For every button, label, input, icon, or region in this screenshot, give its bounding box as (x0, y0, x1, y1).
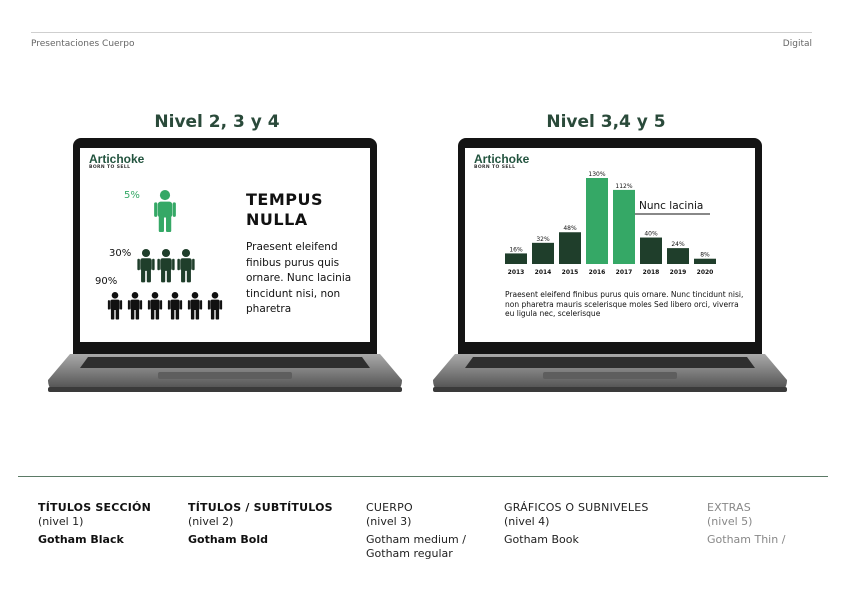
header-title: Presentaciones Cuerpo (31, 39, 135, 49)
person-icon (188, 292, 202, 320)
legend-font: Gotham Bold (188, 533, 268, 546)
brand-name: Artichoke (474, 152, 530, 166)
pct-top: 5% (124, 190, 140, 201)
brand-tagline: BORN TO SELL (474, 165, 516, 170)
people-pyramid-icon (80, 148, 240, 342)
legend-level: (nivel 4) (504, 515, 550, 528)
x-tick-2015: 2015 (561, 269, 579, 276)
legend-title: TÍTULOS / SUBTÍTULOS (188, 501, 333, 514)
bar-chart (465, 168, 755, 283)
header-rule (31, 32, 812, 33)
bar-label-2020: 8% (700, 251, 710, 259)
legend-col-1 (38, 501, 151, 547)
bar-label-2014: 32% (536, 235, 550, 243)
bar-label-2018: 40% (644, 230, 658, 238)
person-icon (157, 249, 174, 282)
laptop-bezel (458, 138, 762, 354)
legend-title: TÍTULOS SECCIÓN (38, 501, 151, 514)
x-tick-2019: 2019 (669, 269, 687, 276)
bar-2016 (586, 178, 608, 264)
legend-level: (nivel 3) (366, 515, 412, 528)
slide-screen-left (80, 148, 370, 342)
x-tick-2016: 2016 (588, 269, 606, 276)
person-icon (148, 292, 162, 320)
bar-2015 (559, 232, 581, 264)
x-tick-2018: 2018 (642, 269, 660, 276)
person-icon (128, 292, 142, 320)
brand-tagline: BORN TO SELL (89, 165, 131, 170)
callout-label: Nunc lacinia (639, 200, 704, 212)
bar-label-2017: 112% (615, 182, 633, 190)
legend-col-5 (707, 501, 785, 547)
bar-2017 (613, 190, 635, 264)
bar-2018 (640, 238, 662, 264)
legend-col-2 (188, 501, 333, 547)
legend-font: Gotham Black (38, 533, 124, 546)
person-icon (177, 249, 194, 282)
bar-2019 (667, 248, 689, 264)
laptop-bezel (73, 138, 377, 354)
bar-2020 (694, 259, 716, 264)
header-label: Digital (782, 39, 812, 49)
legend-col-3 (366, 501, 484, 561)
x-tick-2020: 2020 (696, 269, 714, 276)
person-icon (208, 292, 222, 320)
person-icon (168, 292, 182, 320)
bar-2013 (505, 253, 527, 264)
legend-font: Gotham Book (504, 533, 579, 546)
section-title-left: Nivel 2, 3 y 4 (154, 112, 280, 132)
bar-label-2019: 24% (671, 241, 685, 249)
legend-level: (nivel 2) (188, 515, 234, 528)
pct-mid: 30% (109, 248, 132, 259)
bar-2014 (532, 243, 554, 264)
legend-title: GRÁFICOS O SUBNIVELES (504, 501, 649, 514)
legend-level: (nivel 5) (707, 515, 753, 528)
section-title-right: Nivel 3,4 y 5 (546, 112, 666, 132)
brand-name: Artichoke (89, 152, 145, 166)
slide-caption: Praesent eleifend finibus purus quis ornare. Nunc tincidunt nisi, non pharetra mauris scelerisque moles Sed libero orci, viverra eu ligula nec, scelerisque (505, 290, 744, 318)
x-tick-2017: 2017 (615, 269, 633, 276)
x-tick-2013: 2013 (507, 269, 525, 276)
legend-font: Gotham Thin / (707, 533, 786, 546)
legend-title: CUERPO (366, 501, 413, 514)
person-icon (108, 292, 122, 320)
legend-col-4 (504, 501, 649, 547)
legend-title: EXTRAS (707, 501, 751, 514)
pct-bot: 90% (95, 276, 118, 287)
legend-font: Gotham medium / Gotham regular (366, 533, 466, 560)
section-divider (18, 476, 828, 477)
bar-label-2016: 130% (588, 171, 606, 178)
person-icon (137, 249, 154, 282)
slide-body: Praesent eleifend finibus purus quis ornare. Nunc lacinia tincidunt nisi, non pharetra (246, 241, 352, 315)
x-tick-2014: 2014 (534, 269, 552, 276)
slide-heading: TEMPUS NULLA (246, 190, 324, 229)
bar-label-2015: 48% (563, 225, 577, 233)
person-icon (154, 190, 176, 232)
laptop-keyboard-base (433, 354, 787, 392)
bar-label-2013: 16% (509, 246, 523, 254)
legend-level: (nivel 1) (38, 515, 84, 528)
slide-screen-right (465, 148, 755, 342)
laptop-keyboard-base (48, 354, 402, 392)
